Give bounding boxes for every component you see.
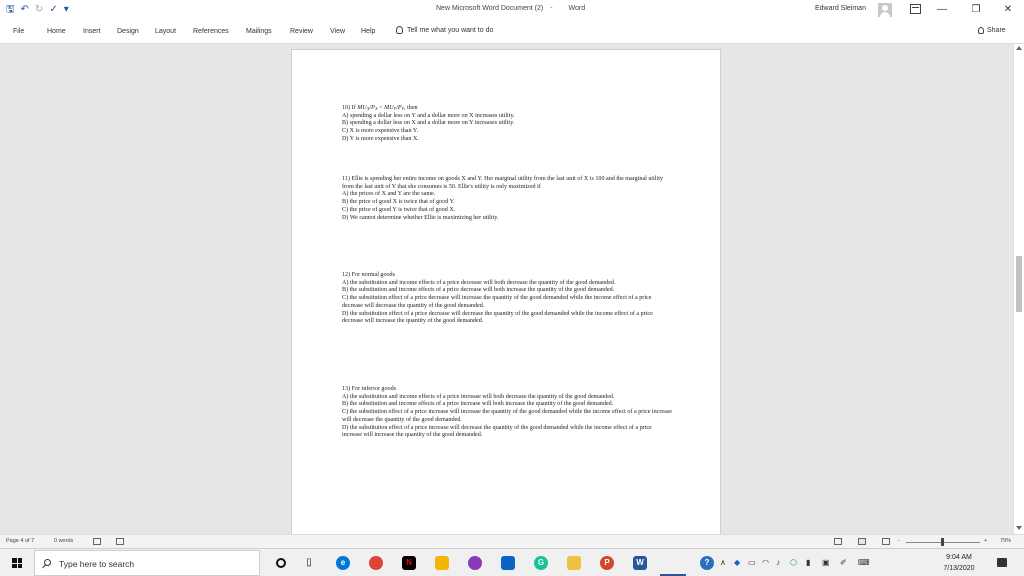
tell-me-search[interactable] [396,26,493,34]
search-placeholder: Type here to search [59,559,135,569]
tab-insert[interactable]: Insert [83,28,101,35]
zoom-in-button[interactable]: + [984,538,988,544]
zoom-level[interactable]: 79% [1000,538,1012,544]
chrome-icon[interactable] [369,556,383,570]
web-layout-icon[interactable] [882,538,890,545]
page-count[interactable]: Page 4 of 7 [6,538,35,544]
bluetooth-icon[interactable]: ◆ [734,558,741,567]
question-11-stem: 11) Ellie is spending her entire income on goods X and Y. Her marginal utility from the last unit of X is 100 and the marginal utility from the last unit of Y that she consumes is 50. Ellie's utility is only maximized if [342,176,663,190]
answer-option: C) the substitution effect of a price decrease will increase the quantity of the good demanded while the income effect of a price decrease will decrease the quantity of the good demanded. [342,295,652,309]
netflix-icon[interactable]: N [402,556,416,570]
edge-icon[interactable]: e [336,556,350,570]
undo-icon[interactable]: ↶ [20,4,29,15]
task-view-icon[interactable]: ▯ [306,557,312,568]
minimize-button[interactable]: — [937,4,947,15]
restore-button[interactable]: ❐ [971,4,981,15]
answer-option: A) the prices of X and Y are the same. [342,191,436,198]
window-title [436,5,585,12]
display-icon[interactable]: ▣ [822,558,830,567]
question-13-stem: 13) For inferior goods [342,386,396,392]
media-icon[interactable] [468,556,482,570]
answer-option: B) the price of good X is twice that of good Y. [342,199,455,206]
pen-icon[interactable]: ✐ [840,558,847,567]
question-10-stem: 10) If $MU_X/P_X < MU_Y/P_Y$, then [342,105,418,111]
read-mode-icon[interactable] [834,538,842,545]
answer-option: D) Y is more expensive than X. [342,135,419,142]
quick-access-toolbar [6,3,69,17]
taskbar [0,548,1024,576]
question-12-stem: 12) For normal goods [342,272,395,278]
scroll-down-icon[interactable] [1016,526,1022,530]
mail-icon[interactable] [501,556,515,570]
tablet-icon[interactable]: ▭ [748,558,756,567]
save-icon[interactable]: 🖫 [6,4,15,15]
question-13 [342,386,672,440]
answer-option: C) X is more expensive than Y. [342,128,418,135]
search-icon [44,559,51,566]
tab-review[interactable]: Review [290,28,313,35]
tab-help[interactable]: Help [361,28,376,35]
document-canvas[interactable] [0,44,1013,534]
chevron-up-icon[interactable]: ∧ [720,558,726,567]
volume-icon[interactable]: ♪ [776,558,780,567]
answer-option: C) the price of good Y is twice that of good X. [342,206,456,213]
clock-date: 7/13/2020 [943,565,975,572]
word-icon[interactable]: W [633,556,647,570]
user-name[interactable]: Edward Sleiman [815,5,866,12]
share-button[interactable] [978,27,1006,34]
title-bar [0,0,1024,20]
wifi-icon[interactable]: ◠ [762,558,769,567]
share-label: Share [987,27,1006,34]
macro-record-icon[interactable] [116,538,124,545]
app-name: Word [568,5,586,12]
powerpoint-icon[interactable]: P [600,556,614,570]
help-icon[interactable]: ? [700,556,714,570]
tab-design[interactable]: Design [117,28,139,35]
system-clock[interactable] [936,552,982,574]
title-separator: - [550,5,553,12]
print-layout-icon[interactable] [858,538,866,545]
vertical-scrollbar[interactable] [1013,44,1024,534]
word-count[interactable]: 0 words [54,538,74,544]
avatar[interactable] [878,3,892,17]
tab-references[interactable]: References [193,28,229,35]
answer-option: C) the substitution effect of a price increase will increase the quantity of the good demanded while the income effect of a price increase will decrease the quantity of the good demanded. [342,409,672,423]
answer-option: B) spending a dollar less on X and a dollar more on Y increases utility. [342,120,515,127]
battery-icon[interactable]: ▮ [806,558,811,567]
question-12 [342,272,672,326]
clock-time: 9:04 AM [946,554,972,561]
answer-option: D) We cannot determine whether Ellie is maximizing her utility. [342,214,499,221]
notification-icon[interactable] [997,558,1007,567]
customize-icon[interactable]: ▾ [63,4,69,15]
tab-file[interactable]: File [13,28,25,35]
store-icon[interactable] [435,556,449,570]
question-10 [342,105,672,144]
lightbulb-icon [396,26,403,34]
zoom-out-button[interactable]: - [898,538,900,544]
spelling-icon[interactable]: ✓ [49,4,58,15]
document-name: New Microsoft Word Document (2) [436,5,544,12]
ribbon-display-options-icon[interactable] [910,4,921,14]
answer-option: D) the substitution effect of a price decrease will decrease the quantity of the good demanded while the income effect of a price decrease will increase the quantity of the good demanded. [342,310,653,325]
answer-option: B) the substitution and income effects of a price decrease will both increase the quantity of the good demanded. [342,287,615,294]
answer-option: A) spending a dollar less on Y and a dollar more on X increases utility. [342,112,515,119]
document-page[interactable] [291,49,721,534]
zoom-slider-thumb[interactable] [941,538,944,546]
answer-option: B) the substitution and income effects of a price increase will both increase the quantity of the good demanded. [342,401,614,408]
tab-layout[interactable]: Layout [155,28,177,35]
answer-option: A) the substitution and income effects of a price increase will both decrease the quantity of the good demanded. [342,393,615,400]
grammarly-icon[interactable]: G [534,556,548,570]
answer-option: D) the substitution effect of a price increase will decrease the quantity of the good demanded while the income effect of a price increase will increase the quantity of the good demanded. [342,424,652,439]
ribbon-tabs [0,20,1024,44]
taskbar-search[interactable] [34,550,260,576]
close-button[interactable]: ✕ [1003,4,1013,15]
windows-start-icon[interactable] [12,558,22,568]
app-icon[interactable]: ⬡ [790,558,797,567]
answer-option: A) the substitution and income effects of a price decrease will both decrease the quantity of the good demanded. [342,279,616,286]
tab-mailings[interactable]: Mailings [246,28,272,35]
tab-home[interactable]: Home [47,28,66,35]
tab-view[interactable]: View [330,28,346,35]
scroll-thumb[interactable] [1016,256,1022,312]
cortana-icon[interactable] [276,558,286,568]
status-bar [0,534,1024,548]
scroll-up-icon[interactable] [1016,46,1022,50]
keyboard-icon[interactable]: ⌨ [858,558,870,567]
folder-icon[interactable] [567,556,581,570]
redo-icon[interactable]: ↻ [34,4,44,15]
proofing-icon[interactable] [93,538,101,545]
tell-me-label: Tell me what you want to do [407,26,494,34]
question-11 [342,176,672,222]
share-icon [978,27,984,34]
